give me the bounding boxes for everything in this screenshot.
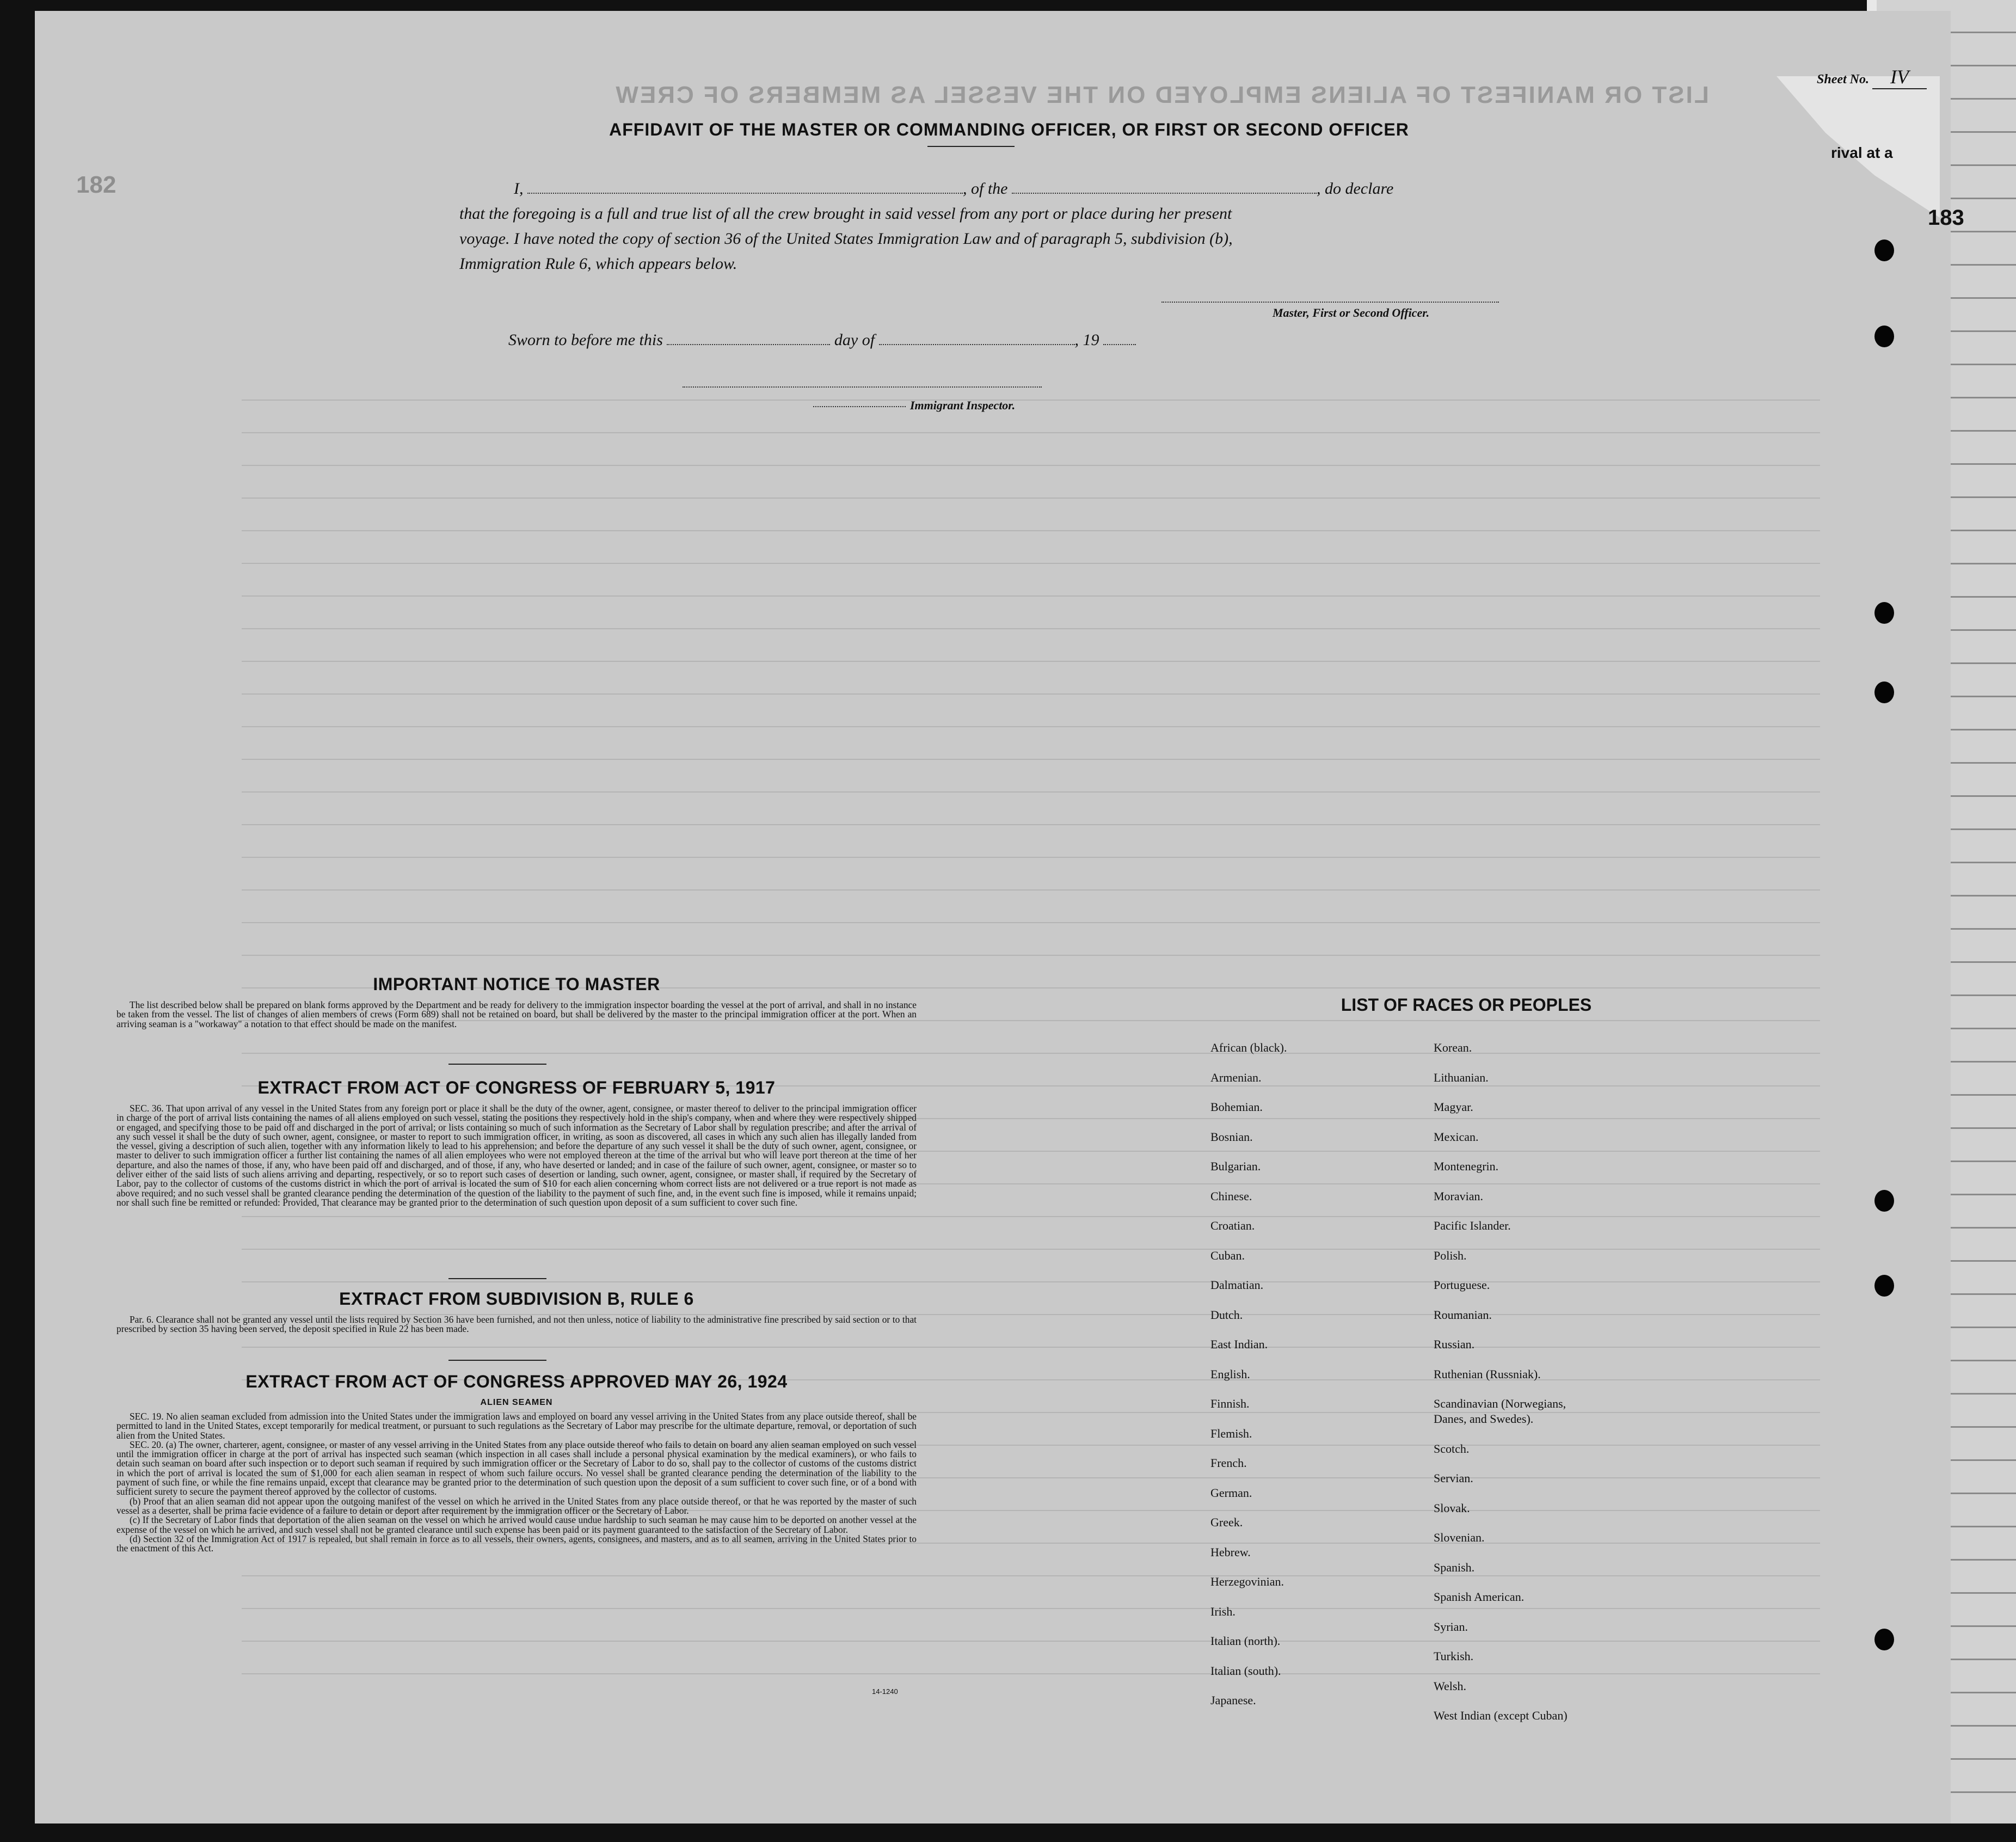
bleed-through-row <box>242 697 1820 727</box>
race-item: Cuban. <box>1210 1248 1245 1262</box>
rule6-text <box>116 1315 917 1334</box>
bleed-through-row <box>242 762 1820 793</box>
page-number: 183 <box>1928 206 1964 230</box>
sheet-number-value: IV <box>1872 65 1927 89</box>
race-item: Spanish. <box>1434 1560 1475 1574</box>
race-item: Russian. <box>1434 1337 1475 1351</box>
race-item: Ruthenian (Russniak). <box>1434 1367 1541 1381</box>
punch-hole <box>1874 1190 1894 1212</box>
race-item: Turkish. <box>1434 1649 1474 1663</box>
scan-frame-top <box>0 0 2016 11</box>
race-item: Scandinavian (Norwegians, <box>1434 1397 1566 1410</box>
affidavit-line-1 <box>514 180 1393 198</box>
race-item: Chinese. <box>1210 1189 1252 1203</box>
arrival-fragment: rival at a <box>1831 144 1893 161</box>
bleed-through-row <box>242 403 1820 433</box>
rule6-heading: EXTRACT FROM SUBDIVISION B, RULE 6 <box>339 1289 694 1309</box>
race-item: Bohemian. <box>1210 1100 1263 1114</box>
section-36: SEC. 36. That upon arrival of any vessel in the United States from any foreign port or place it shall be the duty of the owner, agent, consignee, or master thereof to deliver to the principal immigration officer in charge of the port of arrival lists containing the names of all aliens employed on such vessel, stating the positions they respectively hold in the ship's company, when and where they were respectively shipped or engaged, and specifying those to be paid off and discharged in the port of arrival; or lists containing so much of such information as the Secretary of Labor shall by regulation prescribe; and after the arrival of any such vessel it shall be the duty of such owner, agent, consignee, or master to report to such immigration officer, in writing, as soon as discovered, all cases in which any such alien has illegally landed from the vessel, giving a description of such alien, together with any information likely to lead to his apprehension; and before the departure of any such vessel it shall be the duty of such owner, agent, consignee, or master to deliver to such immigration officer a further list containing the names of all alien employees who were not employed thereon at the time of the arrival but who will leave port thereon at the time of her departure, and also the names of those, if any, who have been paid off and discharged, and of those, if any, who have deserted or landed; and in case of the failure of such owner, agent, consignee, or master so to deliver either of the said lists of such aliens arriving and departing, respectively, or so to report such cases of desertion or landing, such owner, agent, consignee, or master shall, if required by the Secretary of Labor, pay to the collector of customs of the customs district in which the port of arrival is located the sum of $10 for each alien concerning whom correct lists are not delivered or a true report is not made as above required; and no such vessel shall be granted clearance pending the determination of the question of the liability to the payment of such fine, and, in the event such fine is imposed, while it remains unpaid; nor shall such fine be remitted or refunded: Provided, That clearance may be granted prior to the determination of such question upon deposit of a sum sufficient to cover such fine. <box>116 1103 917 1208</box>
bleed-through-row <box>242 1579 1820 1609</box>
affidavit-declare: , do declare <box>1317 180 1394 198</box>
bleed-through-header: LIST OR MANIFEST OF ALIENS EMPLOYED ON THE VESSEL AS MEMBERS OF CREW <box>614 82 1709 108</box>
bleed-through-row <box>242 795 1820 825</box>
bleed-through-row <box>242 468 1820 499</box>
race-item: East Indian. <box>1210 1337 1268 1351</box>
scan-frame-left <box>0 0 35 1842</box>
bleed-through-row <box>242 566 1820 597</box>
form-number: 14-1240 <box>872 1687 898 1696</box>
race-item: West Indian (except Cuban) <box>1434 1709 1568 1722</box>
punch-hole <box>1874 681 1894 703</box>
race-item: Dalmatian. <box>1210 1278 1264 1292</box>
sworn-year: , 19 <box>1074 331 1099 349</box>
inspector-signature-line[interactable] <box>683 385 1042 388</box>
bleed-through-row <box>242 435 1820 466</box>
race-item: Bosnian. <box>1210 1129 1253 1144</box>
race-item: Magyar. <box>1434 1100 1473 1114</box>
race-item: English. <box>1210 1367 1250 1381</box>
race-item: Spanish American. <box>1434 1590 1525 1604</box>
punch-hole <box>1874 1275 1894 1297</box>
extract-1924-heading: EXTRACT FROM ACT OF CONGRESS APPROVED MAY 26, 1924 <box>245 1372 788 1391</box>
inspector-signature-label <box>813 398 1015 413</box>
bleed-through-row <box>242 501 1820 531</box>
scan-frame-bottom <box>0 1823 2016 1842</box>
race-item: Servian. <box>1434 1471 1473 1485</box>
race-item: Portuguese. <box>1434 1278 1490 1292</box>
race-item: Irish. <box>1210 1604 1236 1618</box>
section-20b: (b) Proof that an alien seaman did not appear upon the outgoing manifest of the vessel on which he arrived in the United States from any place outside thereof, or that he was reported by the master of such vessel as a deserter, shall be prima facie evidence of a failure to detain or deport after requirement by the immigration officer or the Secretary of Labor. <box>116 1495 917 1516</box>
affidavit-line-2: that the foregoing is a full and true list of all the crew brought in said vessel from any port or place during her present <box>459 205 1232 223</box>
race-item: Korean. <box>1434 1041 1472 1054</box>
bleed-through-row <box>242 631 1820 662</box>
punch-hole <box>1874 240 1894 261</box>
races-title: LIST OF RACES OR PEOPLES <box>1341 995 1592 1015</box>
race-item: Hebrew. <box>1210 1545 1251 1559</box>
sworn-line <box>508 331 1136 349</box>
races-left-column <box>1210 1041 1287 1723</box>
race-item: Finnish. <box>1210 1397 1250 1410</box>
bleed-through-row <box>242 729 1820 760</box>
affidavit-title: AFFIDAVIT OF THE MASTER OR COMMANDING OFFICER, OR FIRST OR SECOND OFFICER <box>609 120 1409 139</box>
punch-hole <box>1874 326 1894 347</box>
extract-1917-rule <box>448 1278 546 1279</box>
bleed-through-row <box>242 925 1820 956</box>
paragraph-6: Par. 6. Clearance shall not be granted any vessel until the lists required by Section 36 have been furnished, and not then unless, notice of liability to the administrative fine prescribed by said section or to that prescribed by section 35 having been served, the deposit specified in Rule 22 has been made. <box>116 1314 917 1335</box>
bleed-through-row <box>242 827 1820 858</box>
bleed-through-row <box>242 860 1820 891</box>
name-blank[interactable] <box>527 180 963 194</box>
race-item: Italian (south). <box>1210 1663 1281 1678</box>
race-item: African (black). <box>1210 1041 1287 1054</box>
race-item: Italian (north). <box>1210 1634 1281 1648</box>
race-item: Dutch. <box>1210 1307 1243 1322</box>
bleed-through-row <box>242 664 1820 695</box>
race-item: Welsh. <box>1434 1679 1466 1693</box>
title-rule <box>927 146 1015 147</box>
manifest-sheet <box>35 11 1964 1823</box>
race-item: Scotch. <box>1434 1441 1470 1456</box>
bleed-through-row <box>242 1219 1820 1250</box>
sworn-month-blank[interactable] <box>879 331 1075 345</box>
races-right-column <box>1434 1041 1568 1739</box>
bleed-through-row <box>242 533 1820 564</box>
race-item: Mexican. <box>1434 1129 1479 1144</box>
sworn-day-label: day of <box>834 331 875 349</box>
race-item: Bulgarian. <box>1210 1159 1261 1173</box>
bleed-through-row <box>242 893 1820 923</box>
punch-hole <box>1874 1629 1894 1650</box>
affidavit-i: I, <box>514 180 524 198</box>
race-item: Herzegovinian. <box>1210 1575 1284 1588</box>
bleed-through-row <box>242 1644 1820 1674</box>
section-20d: (d) Section 32 of the Immigration Act of 1917 is repealed, but shall remain in force as to all vessels, their owners, agents, consignees, and masters, and as to all seamen, arriving in the United States prior to the enactment of this Act. <box>116 1533 917 1554</box>
race-item: Flemish. <box>1210 1426 1252 1440</box>
race-item: Japanese. <box>1210 1693 1256 1707</box>
sworn-day-blank[interactable] <box>667 331 830 345</box>
race-item: Lithuanian. <box>1434 1070 1489 1084</box>
race-item: Armenian. <box>1210 1070 1262 1084</box>
notice-rule <box>448 1064 546 1065</box>
race-item: Greek. <box>1210 1515 1243 1529</box>
race-item: Syrian. <box>1434 1619 1468 1634</box>
vessel-blank[interactable] <box>1012 180 1317 194</box>
extract-1924-text <box>116 1412 917 1553</box>
affidavit-line-3: voyage. I have noted the copy of section 36 of the United States Immigration Law and of paragraph 5, subdivision (b), <box>459 230 1233 248</box>
bleed-through-row <box>242 1611 1820 1642</box>
notice-text <box>116 1000 917 1029</box>
master-signature-line[interactable] <box>1161 300 1499 303</box>
race-item: French. <box>1210 1456 1247 1470</box>
affidavit-of-the: , of the <box>963 180 1008 198</box>
section-19: SEC. 19. No alien seaman excluded from admission into the United States under the immigration laws and employed on board any vessel arriving in the United States from any place outside thereof, shall be permitted to land in the United States, except temporarily for medical treatment, or pursuant to such regulations as the Secretary of Labor may prescribe for the ultimate departure, removal, or deportation of such alien from the United States. <box>116 1411 917 1441</box>
extract-1917-heading: EXTRACT FROM ACT OF CONGRESS OF FEBRUARY 5, 1917 <box>257 1078 776 1097</box>
section-20a: SEC. 20. (a) The owner, charterer, agent, consignee, or master of any vessel arriving in the United States from any place outside thereof who fails to detain on board any alien seaman employed on such vessel until the immigration officer in charge at the port of arrival has inspected such seaman (which inspection in all cases shall include a personal physical examination by the medical examiners), or who fails to detain such seaman on board after such inspection or to deport such seaman if required by such immigration officer or the Secretary of Labor to do so, shall pay to the collector of customs of the customs district in which the port of arrival is located the sum of $1,000 for each alien seaman in respect of whom such failure occurs. No vessel shall be granted clearance pending the determination of the liability to the payment of such fine, or while the fine remains unpaid, except that clearance may be granted prior to the determination of such question upon the deposit of a sum sufficient to cover such fine, or of a bond with sufficient surety to secure the payment thereof approved by the collector of customs. <box>116 1439 917 1497</box>
race-item: Moravian. <box>1434 1189 1484 1203</box>
rule6-rule <box>448 1360 546 1361</box>
notice-paragraph: The list described below shall be prepared on blank forms approved by the Department and be ready for delivery to the immigration inspector boarding the vessel at the port of arrival, and shall in no instance be taken from the vessel. The list of changes of alien members of crews (Form 689) shall not be retained on board, but shall be delivered by the master to the principal immigration officer at the port. When an arriving seaman is a "workaway" a notation to that effect should be made on the manifest. <box>116 999 917 1029</box>
punch-hole <box>1874 602 1894 624</box>
section-20c: (c) If the Secretary of Labor finds that deportation of the alien seaman on the vessel on which he arrived would cause undue hardship to such seaman he may cause him to be deported on another vessel at the expense of the vessel on which he arrived, and such vessel shall not be granted clearance until such expense has been paid or its payment guaranteed to the satisfaction of the Secretary of Labor. <box>116 1514 917 1535</box>
notice-heading: IMPORTANT NOTICE TO MASTER <box>373 974 660 994</box>
race-item: Montenegrin. <box>1434 1159 1499 1173</box>
race-item: Slovenian. <box>1434 1531 1485 1544</box>
race-item: German. <box>1210 1485 1252 1500</box>
sworn-prefix: Sworn to before me this <box>508 331 663 349</box>
race-item: Slovak. <box>1434 1501 1470 1515</box>
race-item: Roumanian. <box>1434 1307 1492 1322</box>
inspector-label-text: Immigrant Inspector. <box>910 398 1016 412</box>
master-signature-label: Master, First or Second Officer. <box>1273 306 1430 320</box>
alien-seamen-subheading: ALIEN SEAMEN <box>480 1398 553 1407</box>
sheet-number-label: Sheet No. <box>1817 72 1869 87</box>
sheet-number <box>1817 65 1927 89</box>
race-item: Pacific Islander. <box>1434 1219 1511 1232</box>
bleed-through-row <box>242 599 1820 629</box>
race-item: Polish. <box>1434 1248 1467 1262</box>
page-number-left: 182 <box>76 171 116 198</box>
race-item: Croatian. <box>1210 1219 1255 1232</box>
extract-1917-text <box>116 1104 917 1207</box>
sworn-year-blank[interactable] <box>1103 331 1136 345</box>
inspector-dots <box>813 406 906 407</box>
affidavit-line-4: Immigration Rule 6, which appears below. <box>459 255 737 273</box>
race-item: Danes, and Swedes). <box>1434 1412 1534 1426</box>
